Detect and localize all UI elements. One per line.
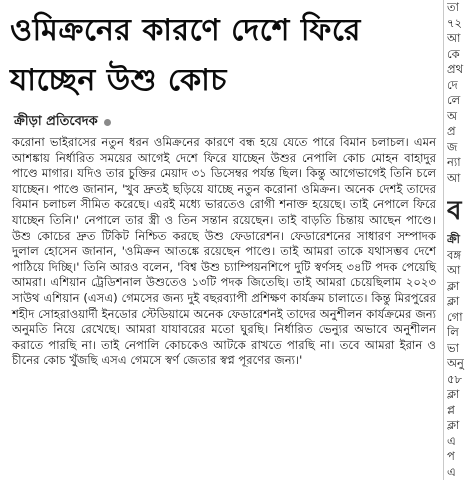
adjacent-column-line: তা — [447, 0, 459, 14]
byline-text: ক্রীড়া প্রতিবেদক — [14, 114, 98, 129]
adjacent-column-line: ক্লা — [447, 418, 460, 432]
adjacent-column-line: এ — [447, 433, 456, 448]
adjacent-column-line: জ — [447, 139, 458, 154]
adjacent-column-line: কে — [447, 46, 460, 61]
article-headline: ওমিক্রনের কারণে দেশে ফিরে যাচ্ছেন উশু কোচ — [10, 13, 361, 98]
adjacent-column-line: প — [447, 449, 455, 463]
adjacent-column-big-letter: ব — [447, 196, 462, 226]
adjacent-column-line: লি — [447, 325, 459, 339]
adjacent-column-line: ক্লা — [447, 294, 460, 308]
bullet-dot-icon — [104, 119, 111, 126]
adjacent-column-line: প্র — [447, 124, 456, 138]
adjacent-column-line: আ — [447, 263, 461, 277]
adjacent-column-line: আ — [447, 31, 461, 45]
article-body: করোনা ভাইরাসের নতুন ধরন ওমিক্রনের কারণে বন্ধ হয়ে যেতে পারে বিমান চলাচল। এমন আশঙ্কায় নির্ধারিত সময়ের আগেই দেশে ফিরে যাচ্ছেন উশুর নেপালি কোচ মোহন বাহাদুর পাণ্ডে মাগার। যদিও তার চুক্তির মেয়াদ ৩১ ডিসেম্বর পর্যন্ত ছিল। কিন্তু আগেভাগেই তিনি চলে যাচ্ছেন। পাণ্ডে জানান, 'খুব দ্রুতই ছড়িয়ে যাচ্ছে নতুন করোনা ওমিক্রন। অনেক দেশই তাদের বিমান চলাচল সীমিত করেছে। এরই মধ্যে ভারতেও রোগী শনাক্ত হয়েছে। তাই নেপালে ফিরে যাচ্ছেন তিনি।' নেপালে তার স্ত্রী ও তিন সন্তান রয়েছেন। তাই বাড়তি চিন্তায় আছেন পাণ্ডে। উশু কোচের দ্রুত টিকিট নিশ্চিত করছে উশু ফেডারেশন। ফেডারেশনের সাধারণ সম্পাদক দুলাল হোসেন জানান, 'ওমিক্রন আতঙ্কে রয়েছেন পাণ্ডে। তাই আমরা তাকে যথাসম্ভব দেশে পাঠিয়ে দিচ্ছি।' তিনি আরও বলেন, 'বিশ্ব উশু চ্যাম্পিয়নশিপে দুটি স্বর্ণসহ ৩৪টি পদক পেয়েছি আমরা। এশিয়ান ট্রেডিশনাল উশুতেও ১৩টি পদক জিতেছি। তাই আমরা চেয়েছিলাম ২০২৩ সাউথ এশিয়ান (এসএ) গেমসের জন্য দুই বছরব্যাপী প্রশিক্ষণ কার্যক্রম চালাতে। কিন্তু মিরপুরের শহীদ সোহরাওয়ার্দী ইনডোর স্টেডিয়ামে অনেক ফেডারেশনই তাদের অনুশীলন কার্যক্রমের জন্য অনুমতি নিয়ে রেখেছে। আমরা যাযাবরের মতো ঘুরছি। নির্ধারিত ভেন্যুর অভাবে অনুশীলন করাতে পারছি না। তাই নেপালি কোচকেও আটকে রাখতে পারছি না। তবে আমরা ইরান ও চীনের কোচ খুঁজছি এসএ গেমসে স্বর্ণ জেতার স্বপ্ন পূরণের জন্য।' — [12, 135, 436, 368]
adjacent-column-line: লে — [447, 93, 461, 107]
adjacent-column-line: ৭২ — [447, 15, 462, 30]
adjacent-column-line: বঙ্গ — [447, 247, 462, 262]
column-divider — [443, 0, 444, 480]
adjacent-column-line: গো — [447, 309, 463, 324]
adjacent-column-line: অনু — [447, 356, 464, 370]
adjacent-column-line: ন্যা — [447, 155, 461, 169]
adjacent-column-line: ক্রী — [447, 232, 460, 246]
adjacent-column-line: ক্লা — [447, 278, 460, 293]
adjacent-column-line: ক্লা — [447, 387, 460, 401]
adjacent-column-line: প্রথ — [447, 62, 464, 76]
adjacent-column-top — [447, 0, 469, 186]
adjacent-column-line: এ — [447, 464, 456, 479]
adjacent-column-line: অ — [447, 108, 457, 123]
adjacent-column-bottom — [447, 232, 469, 480]
adjacent-column-line: আ — [447, 170, 461, 185]
adjacent-column-line: ৫৮ — [447, 371, 462, 386]
adjacent-column-line: ভা — [447, 340, 459, 355]
adjacent-column-line: প্ল — [447, 402, 455, 417]
adjacent-column — [447, 0, 469, 480]
byline — [14, 112, 440, 133]
adjacent-column-line: দে — [447, 77, 458, 92]
